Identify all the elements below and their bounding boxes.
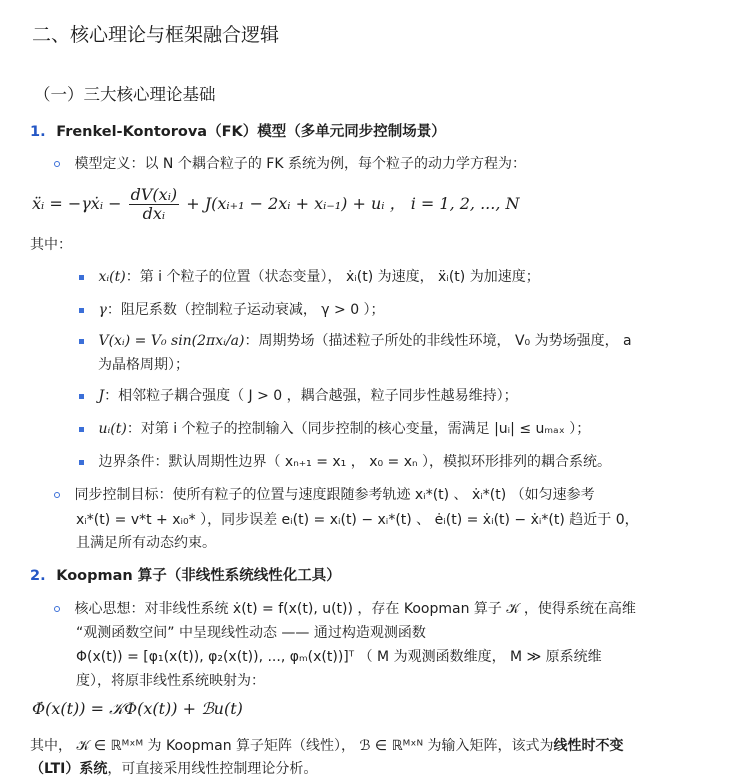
sync-goal bbox=[54, 484, 595, 506]
bullet-text: ：相邻粒子耦合强度（ J > 0 ，耦合越强，粒子同步性越易维持）； bbox=[104, 388, 518, 404]
fk-equation-fraction bbox=[129, 186, 180, 223]
page-title: 二、核心理论与框架融合逻辑 bbox=[32, 24, 280, 46]
bullet-text: ：阻尼系数（控制粒子运动衰减， γ > 0 ）； bbox=[106, 302, 385, 318]
bullet-text: ：对第 i 个粒子的控制输入（同步控制的核心变量，需满足 |uᵢ| ≤ uₘₐₓ ）； bbox=[126, 421, 591, 437]
bullet-continuation: 为晶格周期）； bbox=[98, 357, 189, 373]
koopman-where-text: ，可直接采用线性控制理论分析。 bbox=[107, 761, 318, 777]
list-item bbox=[79, 385, 518, 407]
list-item bbox=[79, 418, 590, 440]
bullet-text: ：第 i 个粒子的位置（状态变量）， ẋᵢ(t) 为速度， ẍᵢ(t) 为加速度； bbox=[125, 269, 540, 285]
square-bullet-icon bbox=[79, 308, 84, 313]
square-bullet-icon bbox=[79, 460, 84, 465]
circle-bullet-icon bbox=[54, 492, 60, 498]
square-bullet-icon bbox=[79, 339, 84, 344]
square-bullet-icon bbox=[79, 427, 84, 432]
bullet-math: xᵢ(t) bbox=[98, 269, 126, 285]
section-heading: （一）三大核心理论基础 bbox=[34, 85, 216, 104]
fk-equation bbox=[32, 182, 520, 226]
bullet-math: γ bbox=[98, 302, 107, 318]
item2-number: 2. bbox=[30, 568, 46, 584]
square-bullet-icon bbox=[79, 275, 84, 280]
sync-goal-line: xᵢ*(t) = v*t + xᵢ₀* ），同步误差 eᵢ(t) = xᵢ(t) − xᵢ*(t) 、 ėᵢ(t) = ẋᵢ(t) − ẋᵢ*(t) 趋近于 0， bbox=[76, 512, 639, 528]
item1-number: 1. bbox=[30, 124, 46, 140]
circle-bullet-icon bbox=[54, 606, 60, 612]
fk-equation-lhs: ẍᵢ = −γẋᵢ − bbox=[32, 194, 122, 213]
bullet-math: uᵢ(t) bbox=[98, 421, 127, 437]
fraction-denominator: dxᵢ bbox=[142, 204, 166, 223]
list-item bbox=[79, 451, 611, 473]
fk-equation-rhs: + J(xᵢ₊₁ − 2xᵢ + xᵢ₋₁) + uᵢ ， i = 1, 2, ..., N bbox=[186, 194, 520, 213]
sync-goal-line: 且满足所有动态约束。 bbox=[76, 535, 216, 551]
core-idea bbox=[54, 598, 636, 620]
bullet-text: 边界条件：默认周期性边界（ xₙ₊₁ = x₁ ， x₀ = xₙ ），模拟环形排列的耦合系统。 bbox=[98, 454, 612, 470]
sync-goal-line: 同步控制目标：使所有粒子的位置与速度跟随参考轨迹 xᵢ*(t) 、 ẋᵢ*(t) （如匀速参考 bbox=[74, 487, 595, 503]
item2-title: Koopman 算子（非线性系统线性化工具） bbox=[56, 568, 341, 584]
list-item bbox=[79, 330, 632, 352]
circle-bullet-icon bbox=[54, 161, 60, 167]
model-definition bbox=[54, 153, 526, 175]
model-definition-text: 模型定义：以 N 个耦合粒子的 FK 系统为例，每个粒子的动力学方程为： bbox=[74, 156, 526, 172]
koopman-where-line1 bbox=[30, 735, 624, 757]
list-item bbox=[79, 299, 385, 321]
item2-heading bbox=[30, 565, 341, 587]
core-idea-line: “观测函数空间” 中呈现线性动态 —— 通过构造观测函数 bbox=[76, 625, 426, 641]
core-idea-line: 核心思想：对非线性系统 ẋ(t) = f(x(t), u(t)) ，存在 Koopman 算子 𝒦 ，使得系统在高维 bbox=[74, 601, 636, 617]
item1-title: Frenkel-Kontorova（FK）模型（多单元同步控制场景） bbox=[56, 124, 446, 140]
square-bullet-icon bbox=[79, 394, 84, 399]
lti-bold-text: （LTI）系统 bbox=[30, 761, 108, 777]
koopman-where-text: 其中， 𝒦 ∈ ℝᴹˣᴹ 为 Koopman 算子矩阵（线性）， ℬ ∈ ℝᴹˣᴺ 为输入矩阵，该式为 bbox=[30, 738, 554, 754]
bullet-math: V(xᵢ) = V₀ sin(2πxᵢ/a) bbox=[98, 333, 245, 349]
fraction-numerator: dV(xᵢ) bbox=[130, 185, 178, 204]
koopman-equation: Φ̇(x(t)) = 𝒦Φ(x(t)) + ℬu(t) bbox=[32, 699, 243, 718]
koopman-where-line2 bbox=[30, 758, 317, 780]
bullet-text: ：周期势场（描述粒子所处的非线性环境， V₀ 为势场强度， a bbox=[244, 333, 632, 349]
core-idea-line: Φ(x(t)) = [φ₁(x(t)), φ₂(x(t)), ..., φₘ(x(t))]ᵀ （ M 为观测函数维度， M ≫ 原系统维 bbox=[76, 649, 602, 665]
bullet-math: J bbox=[98, 388, 105, 404]
item1-heading bbox=[30, 121, 446, 143]
list-item bbox=[79, 266, 540, 288]
lti-bold-text: 线性时不变 bbox=[553, 738, 624, 754]
where-label: 其中： bbox=[30, 237, 72, 253]
core-idea-line: 度），将原非线性系统映射为： bbox=[76, 673, 265, 689]
